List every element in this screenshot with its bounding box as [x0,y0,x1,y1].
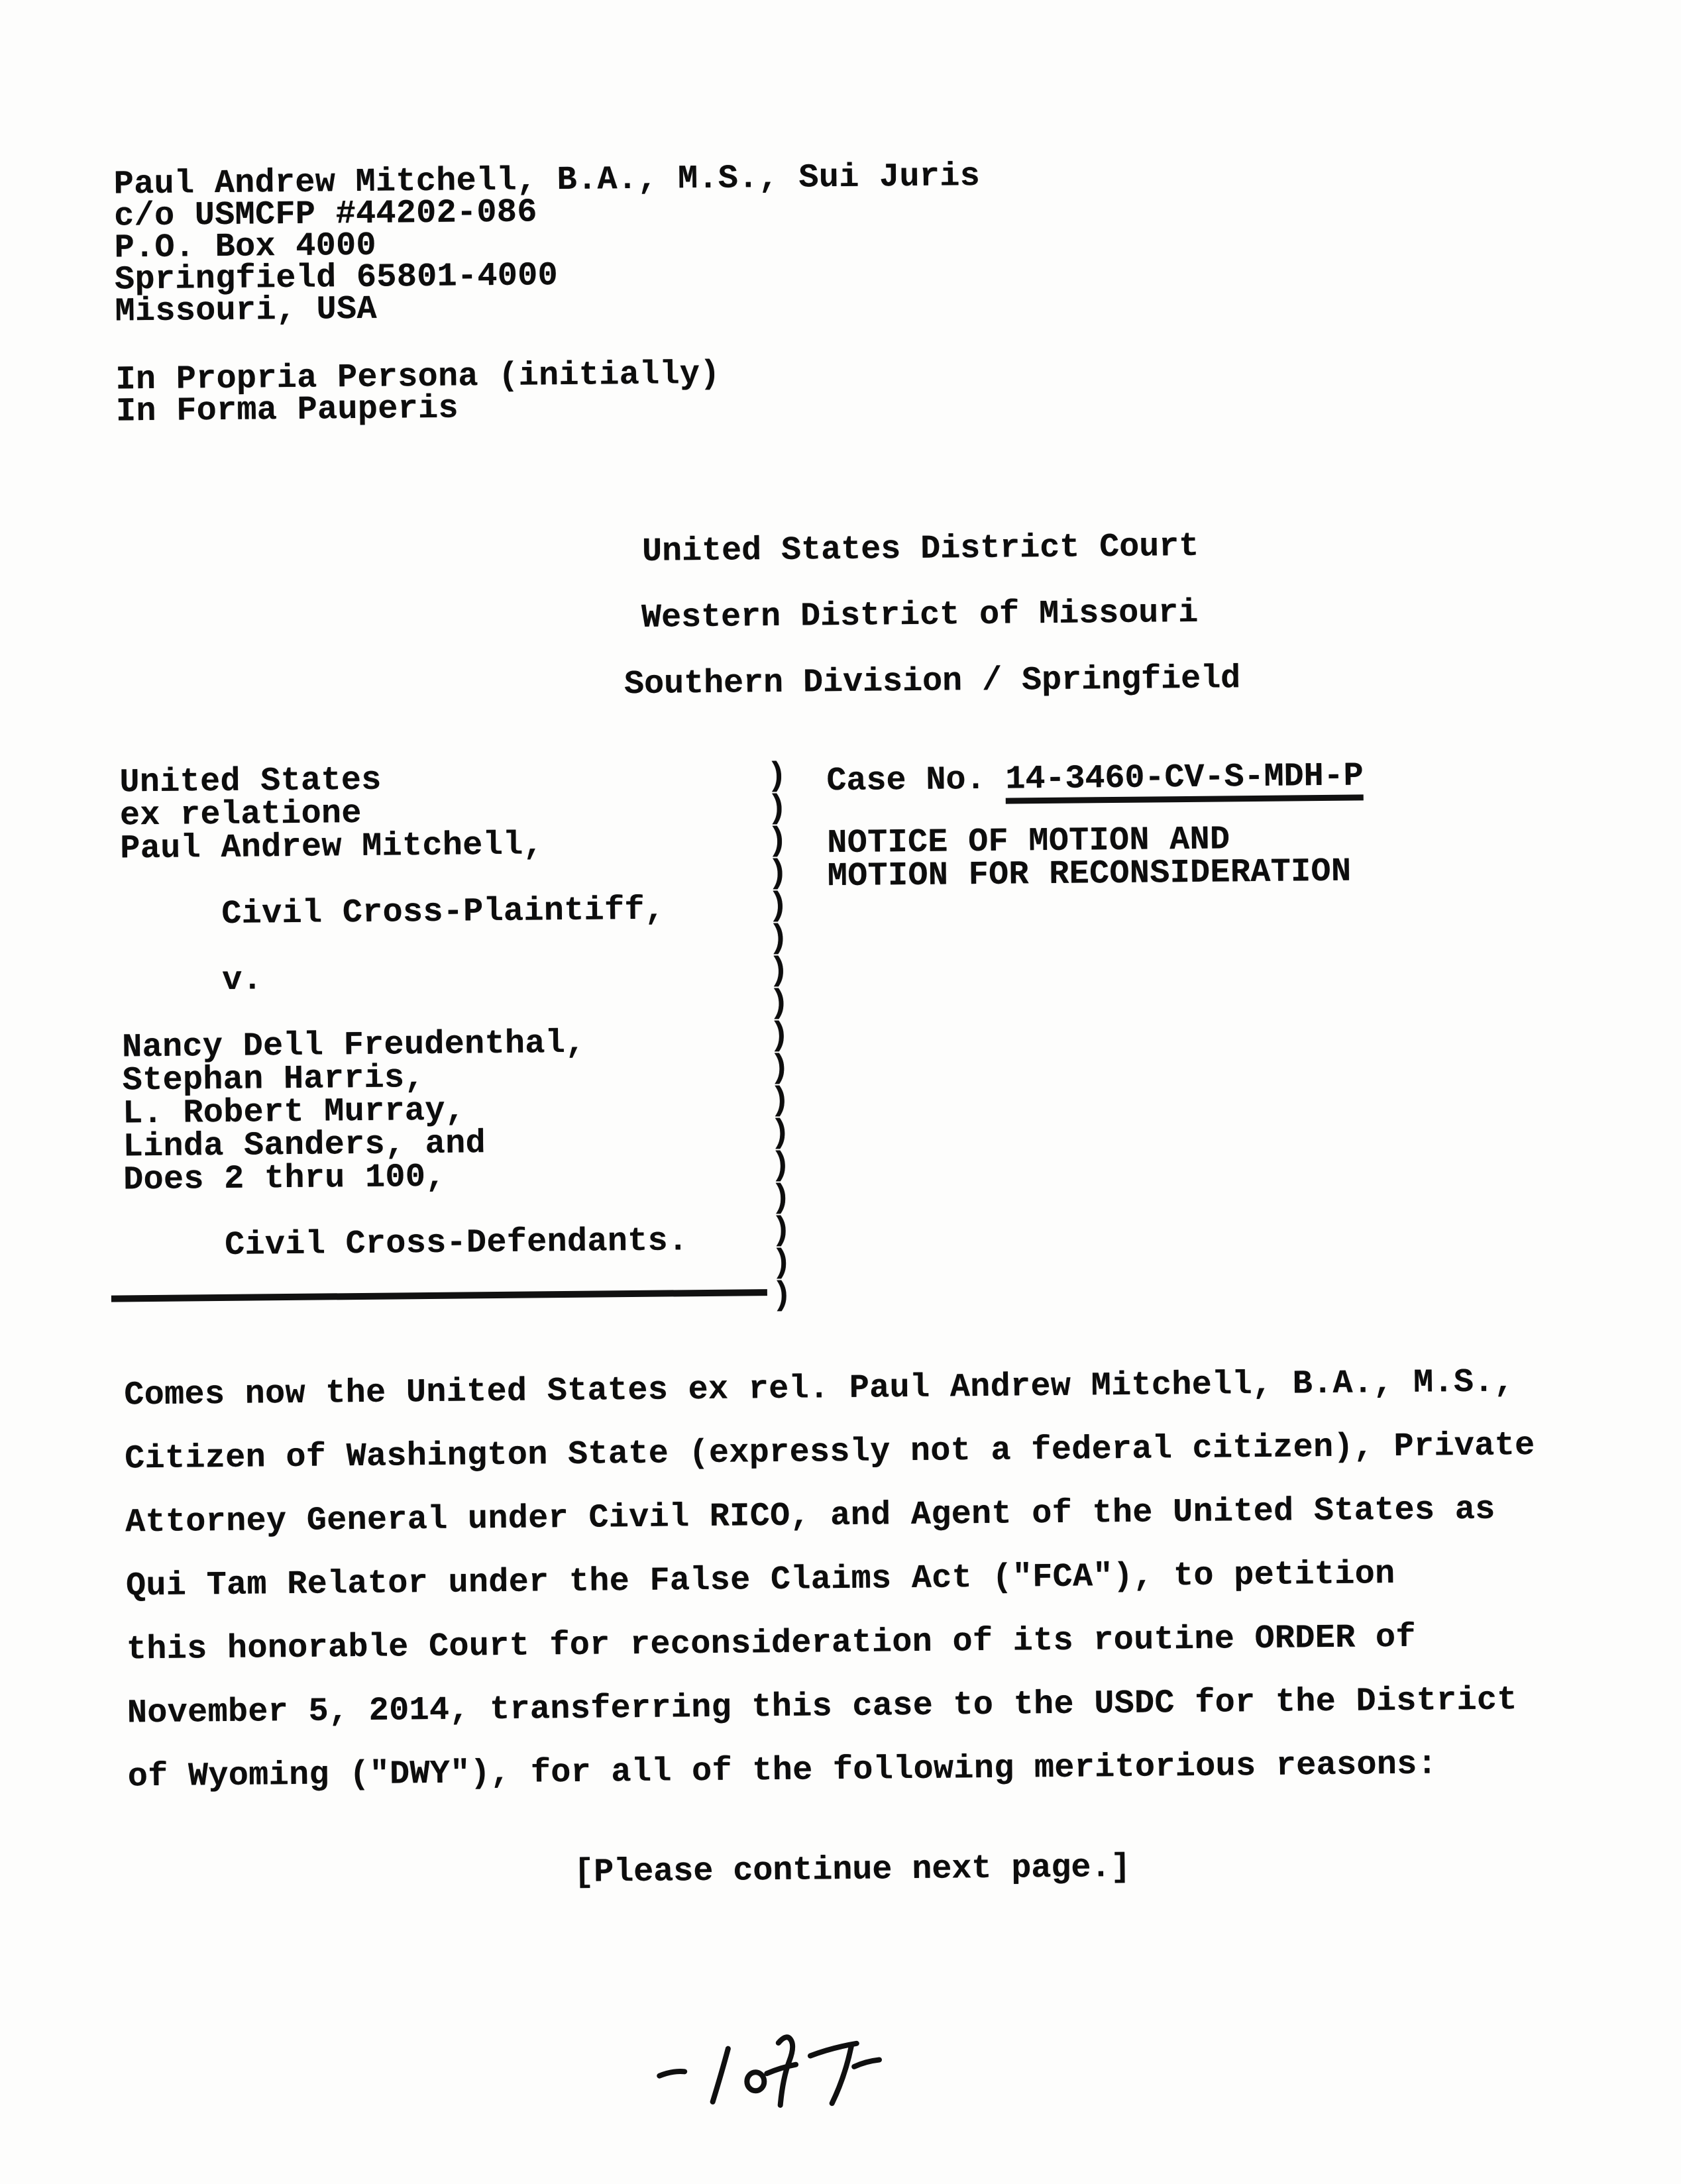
caption-parties-column: United States ex relatione Paul Andrew Mitchell, Civil Cross-Plaintiff, v. Nancy Dell Freudenthal, Stephan Harris, L. Robert Murray, Linda Sanders, and Does 2 thru 100, Civil Cross-Defendants. [119,761,688,1266]
court-division-line: Southern Division / Springfield [624,660,1241,704]
caption-bottom-rule [111,1289,767,1302]
handwritten-page-number [655,2030,895,2144]
handwriting-digit-one [712,2049,729,2102]
handwriting-letter-f-crossbar [767,2065,796,2073]
document-title: NOTICE OF MOTION AND MOTION FOR RECONSIDERATION [827,821,1352,896]
handwriting-strokes [655,2030,895,2144]
case-number-line [826,757,1364,806]
handwriting-left-dash [659,2071,684,2076]
handwriting-right-dash [854,2060,879,2067]
handwriting-letter-o [747,2072,764,2091]
body-paragraph: Comes now the United States ex rel. Paul Andrew Mitchell, B.A., M.S., Citizen of Washington State (expressly not a federal citizen), Private Attorney General under Civil RICO, and Agent of the United States as Qui Tam Relator under the False Claims Act ("FCA"), to petition this honorable Court for reconsideration of its routine ORDER of November 5, 2014, transferring this case to the USDC for the District of Wyoming ("DWY"), for all of the following meritorious reasons: [124,1363,1535,1796]
appearance-capacity-block: In Propria Persona (initially) In Forma Pauperis [115,355,721,431]
caption-bracket-column: ) ) ) ) ) ) ) ) ) ) ) ) ) ) ) ) ) [767,757,792,1316]
handwriting-digit-seven-stem [832,2046,852,2103]
sender-address-block: Paul Andrew Mitchell, B.A., M.S., Sui Juris c/o USMCFP #44202-086 P.O. Box 4000 Springfield 65801-4000 Missouri, USA [113,157,981,331]
court-name-line: United States District Court [641,527,1199,571]
case-number-label: Case No. [826,760,1006,801]
continue-next-page-note: [Please continue next page.] [574,1848,1131,1892]
case-number-value: 14-3460-CV-S-MDH-P [1005,760,1364,804]
court-district-line: Western District of Missouri [641,594,1199,637]
